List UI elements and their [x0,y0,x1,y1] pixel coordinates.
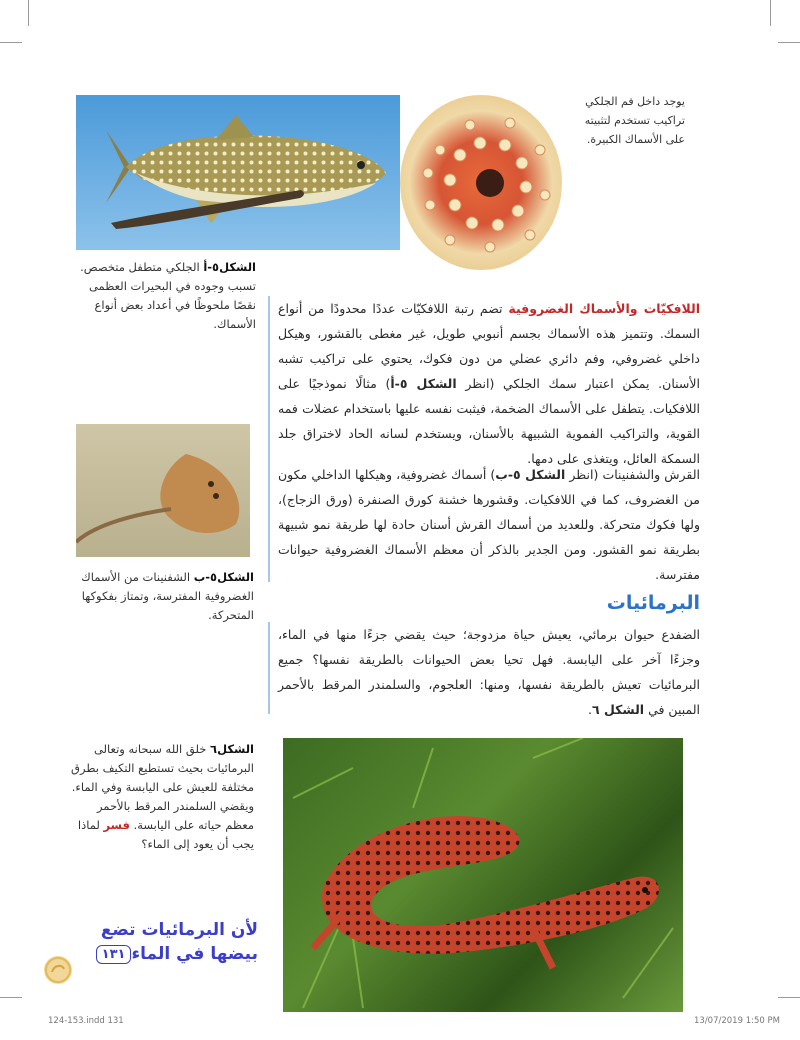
section-rule-2 [268,622,270,714]
section-1-text-b: ) مثالًا نموذجيًا على اللافكيات. يتطفل على الأسماك الضخمة، فيثبت نفسه عليها باستخدام عضلات فمه القوية، والتراكيب الفموية الشبيهة بالأسنان، ويستخدم لسانه الحاد لاختراق جلد السمكة العائل، ويتغذى على دمها. [278,376,700,466]
crop-mark-top-left-h [0,42,22,43]
footer-file-info: 124-153.indd 131 [48,1016,124,1026]
figure-6-reference: الشكل ٦ [591,702,645,717]
figure-6-text: خلق الله سبحانه وتعالى البرمائيات بحيث تستطيع التكيف بطرق مختلفة للعيش على اليابسة وفي الماء. ويقضي السلمندر المرقط بالأحمر معظم حياته على اليابسة. [71,742,254,832]
amphibians-paragraph [278,622,700,722]
figure-6-caption [66,740,254,854]
section-1-p2-text-a: القرش والشفنينات (انظر [569,467,701,482]
figure-6-label: الشكل٦ [210,742,254,756]
section-1-p2-text-b: ) أسماك غضروفية، وهيكلها الداخلي مكون من الغضروف، كما في اللافكيات. وقشورها خشنة كورق الصنفرة (ورق الزجاج)، ولها فكوك متحركة. وللعديد من أسماك القرش أسنان حادة لها طريقة نمو شبيهة بطريقة نمو القشور. ومن الجدير بالذكر أن معظم الأسماك الغضروفية حيوانات مفترسة. [278,467,700,582]
handwritten-answer-line1: لأن البرمائيات تضع [100,920,258,940]
salamander-photo [283,738,683,1012]
handwritten-answer-line2 [80,942,258,966]
page-number-badge: ١٣١ [96,945,132,964]
crop-mark-top-left [28,0,29,26]
figure-5b-label: الشكل٥-ب [193,570,254,584]
amphibians-title: البرمائيات [606,592,700,614]
handwritten-answer [80,918,258,966]
section-1-heading: اللافكيّات والأسماك الغضروفية [508,301,700,316]
ray-photo [76,424,250,557]
section-rule-1 [268,296,270,582]
margin-note: يوجد داخل فم الجلكي تراكيب تستخدم لتثبيته على الأسماك الكبيرة. [584,95,685,146]
handwritten-answer-line2-text: بيضها في الماء [131,944,258,964]
section-jawless-cartilaginous [278,296,700,471]
publisher-logo [44,956,72,984]
explain-label: فسر [103,818,130,832]
figure-5a-text: الجلكي متطفل متخصص. تسبب وجوده في البحيرات العظمى نقصًا ملحوظًا في أعداد بعض أنواع الأسماك. [80,260,256,331]
lamprey-fish-photo [76,95,400,250]
figure-5b-text: الشفنينات من الأسماك الغضروفية المفترسة، وتمتاز بفكوكها المتحركة. [81,570,254,622]
footer-timestamp: 13/07/2019 1:50 PM [694,1016,780,1026]
lamprey-mouth-photo [400,95,562,270]
figure-5a-reference: الشكل ٥-أ [390,376,457,391]
amphibians-text: الضفدع حيوان برمائي، يعيش حياة مزدوجة؛ حيث يقضي جزءًا منها في الماء، وجزءًا آخر على اليابسة. فهل تحيا بعض الحيوانات بالطريقة نفسها؟ جميع البرمائيات تعيش بالطريقة نفسها، ومنها: العلجوم، والسلمندر المرقط بالأحمر المبين في [278,627,700,717]
sharks-rays-paragraph [278,462,700,587]
figure-5b-caption [76,568,254,625]
amphibians-text-end: . [587,702,592,717]
figure-6-question: لماذا يجب أن يعود إلى الماء؟ [77,818,254,851]
crop-mark-bottom-left [0,997,22,998]
section-1-text-a: تضم رتبة اللافكيّات عددًا محدودًا من أنواع السمك. وتتميز هذه الأسماك بجسم أنبوبي طويل، غير مغطى بالقشور، وهيكل داخلي غضروفي، وفم دائري عضلي من دون فكوك، يحتوي على تراكيب تشبه الأسنان. يمكن اعتبار سمك الجلكي (انظر [278,301,700,391]
figure-5a-label: الشكل٥-أ [203,260,256,274]
figure-5b-reference: الشكل ٥-ب [495,467,566,482]
figure-5a-caption [76,258,256,334]
crop-mark-bottom-right [778,997,800,998]
crop-mark-top-right [770,0,771,26]
trout-illustration [76,95,400,250]
crop-mark-top-right-h [778,42,800,43]
